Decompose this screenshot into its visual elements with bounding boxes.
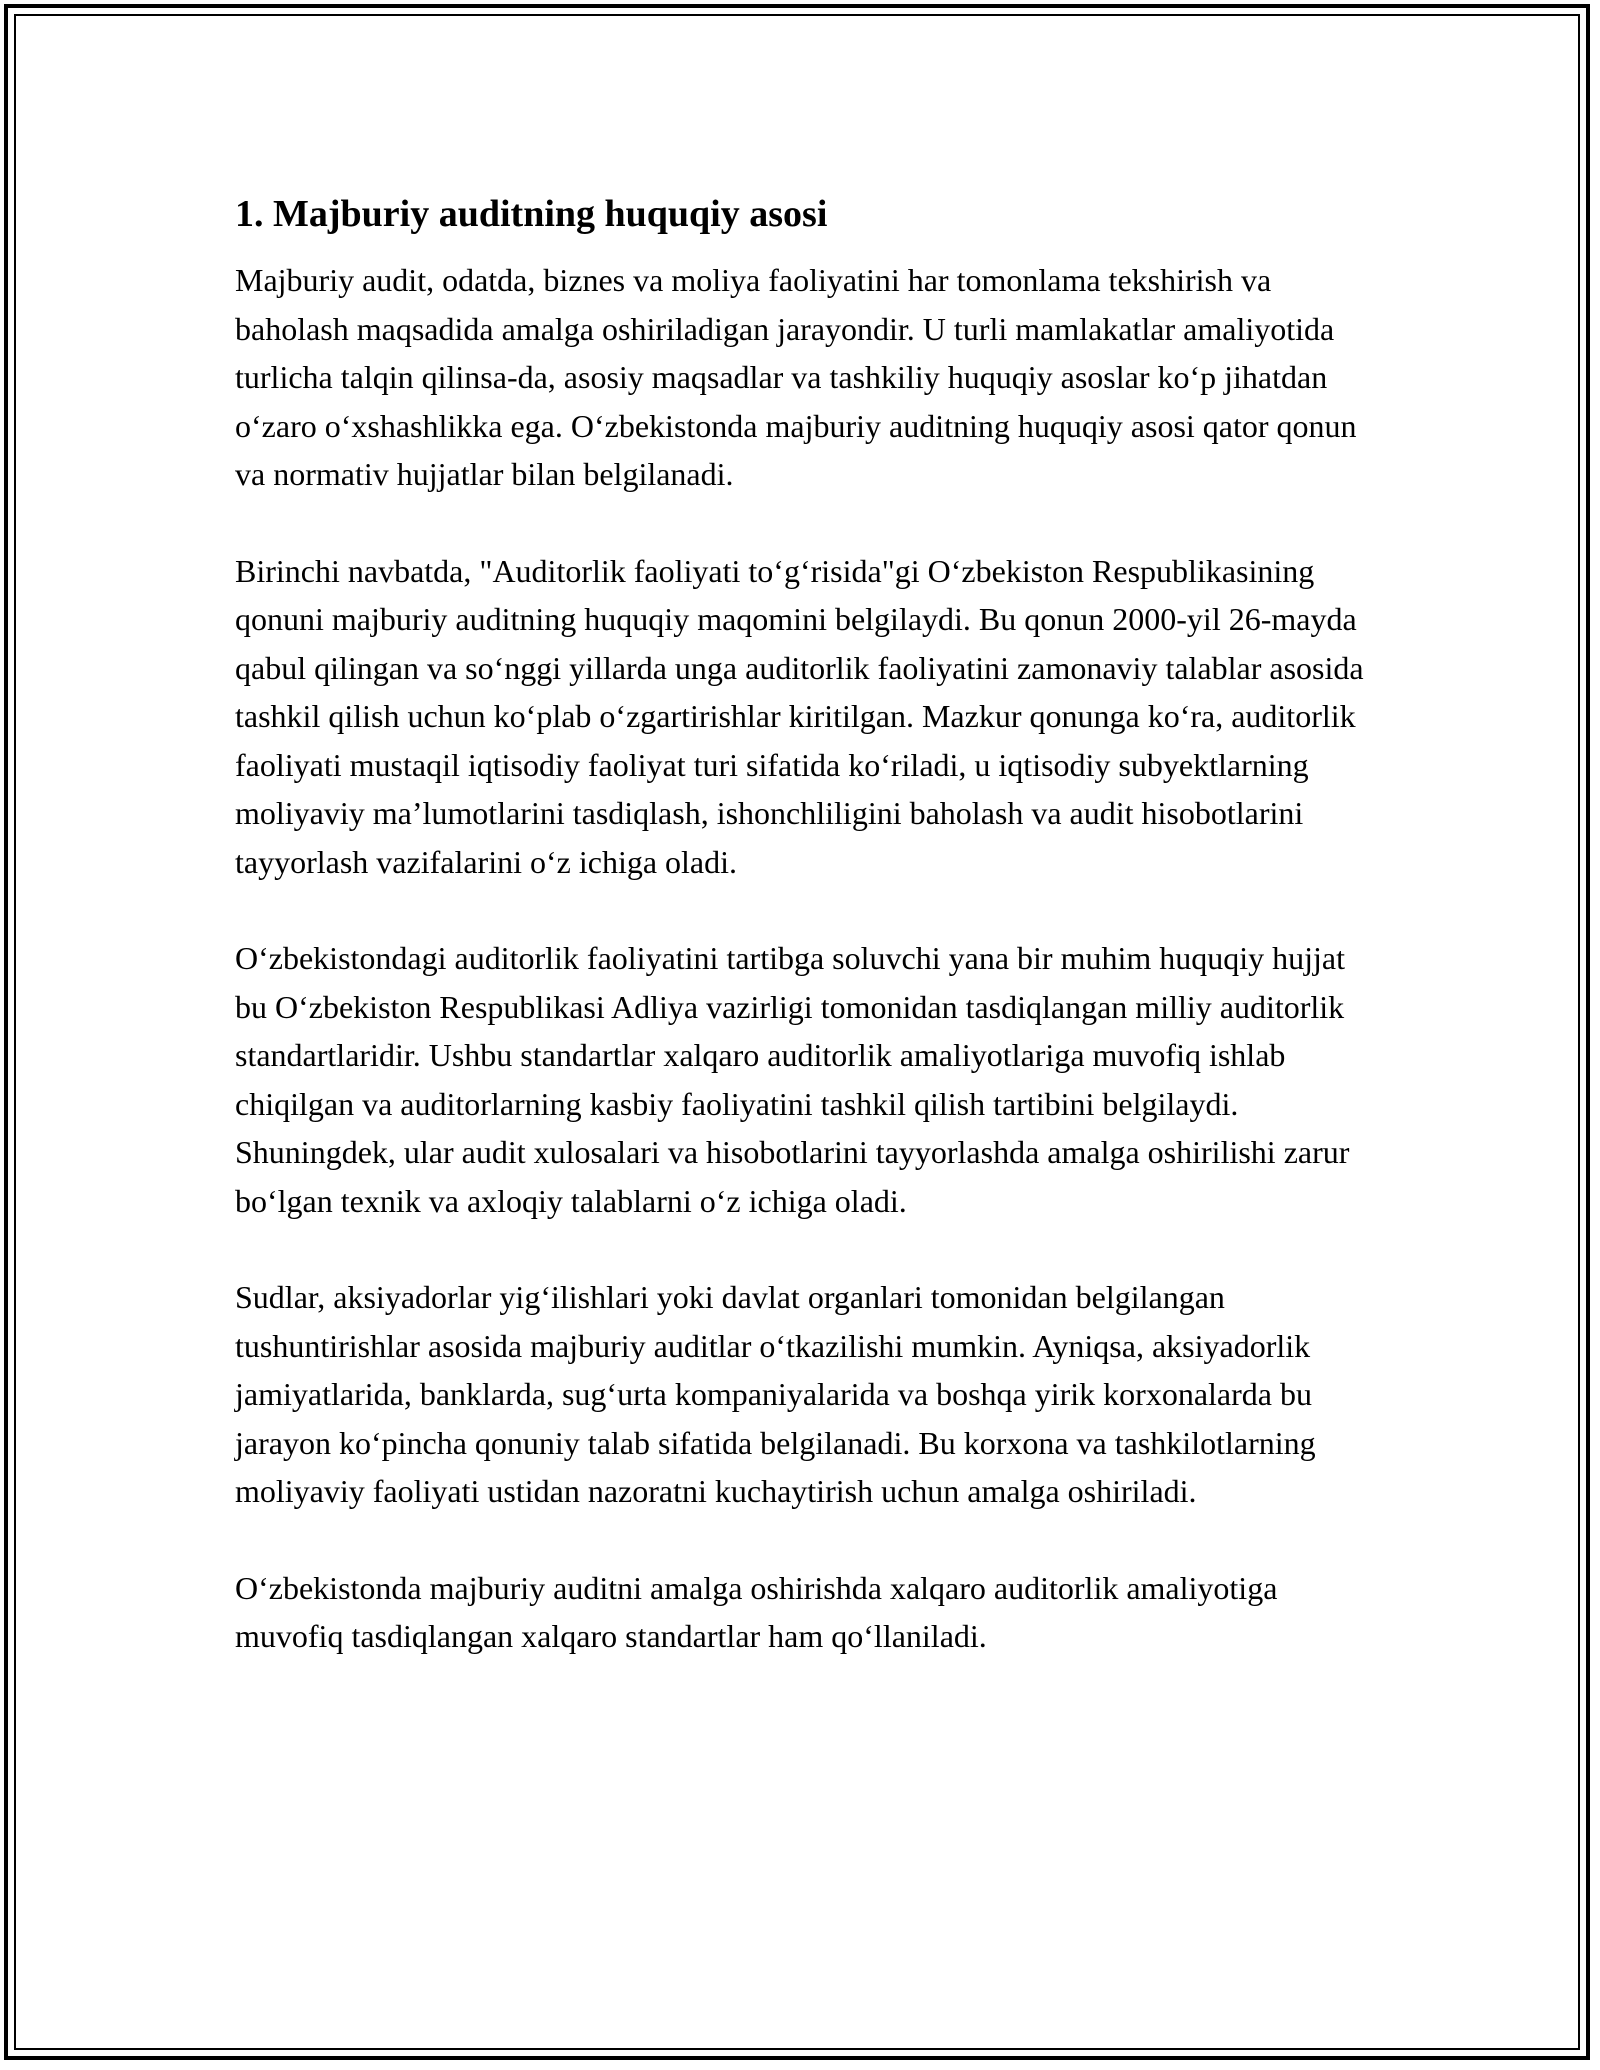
section-title: 1. Majburiy auditning huquqiy asosi: [235, 193, 828, 235]
document-body: [235, 188, 1375, 1709]
paragraph-1: Majburiy audit, odatda, biznes va moliya faoliyatini har tomonlama tekshirish va baholash maqsadida amalga oshiriladigan jarayondir. U turli mamlakatlar amaliyotida turlicha talqin qilinsa-da, asosiy maqsadlar va tashkiliy huquqiy asoslar koʻp jihatdan oʻzaro oʻxshashlikka ega. Oʻzbekistonda majburiy auditning huquqiy asosi qator qonun va normativ hujjatlar bilan belgilanadi.: [235, 262, 1357, 492]
paragraph-5: Oʻzbekistonda majburiy auditni amalga oshirishda xalqaro auditorlik amaliyotiga muvofiq tasdiqlangan xalqaro standartlar ham qoʻllaniladi.: [235, 1569, 1278, 1654]
paragraph-2: Birinchi navbatda, "Auditorlik faoliyati toʻgʻrisida"gi Oʻzbekiston Respublikasining qonuni majburiy auditning huquqiy maqomini belgilaydi. Bu qonun 2000-yil 26-mayda qabul qilingan va soʻnggi yillarda unga auditorlik faoliyatini zamonaviy talablar asosida tashkil qilish uchun koʻplab oʻzgartirishlar kiritilgan. Mazkur qonunga koʻra, auditorlik faoliyati mustaqil iqtisodiy faoliyat turi sifatida koʻriladi, u iqtisodiy subyektlarning moliyaviy ma’lumotlarini tasdiqlash, ishonchliligini baholash va audit hisobotlarini tayyorlash vazifalarini oʻz ichiga oladi.: [235, 552, 1364, 880]
paragraph-3: Oʻzbekistondagi auditorlik faoliyatini tartibga soluvchi yana bir muhim huquqiy hujjat bu Oʻzbekiston Respublikasi Adliya vazirligi tomonidan tasdiqlangan milliy auditorlik standartlaridir. Ushbu standartlar xalqaro auditorlik amaliyotlariga muvofiq ishlab chiqilgan va auditorlarning kasbiy faoliyatini tashkil qilish tartibini belgilaydi. Shuningdek, ular audit xulosalari va hisobotlarini tayyorlashda amalga oshirilishi zarur boʻlgan texnik va axloqiy talablarni oʻz ichiga oladi.: [235, 940, 1350, 1219]
paragraph-4: Sudlar, aksiyadorlar yigʻilishlari yoki davlat organlari tomonidan belgilangan tushuntirishlar asosida majburiy auditlar oʻtkazilishi mumkin. Ayniqsa, aksiyadorlik jamiyatlarida, banklarda, sugʻurta kompaniyalarida va boshqa yirik korxonalarda bu jarayon koʻpincha qonuniy talab sifatida belgilanadi. Bu korxona va tashkilotlarning moliyaviy faoliyati ustidan nazoratni kuchaytirish uchun amalga oshiriladi.: [235, 1279, 1316, 1509]
